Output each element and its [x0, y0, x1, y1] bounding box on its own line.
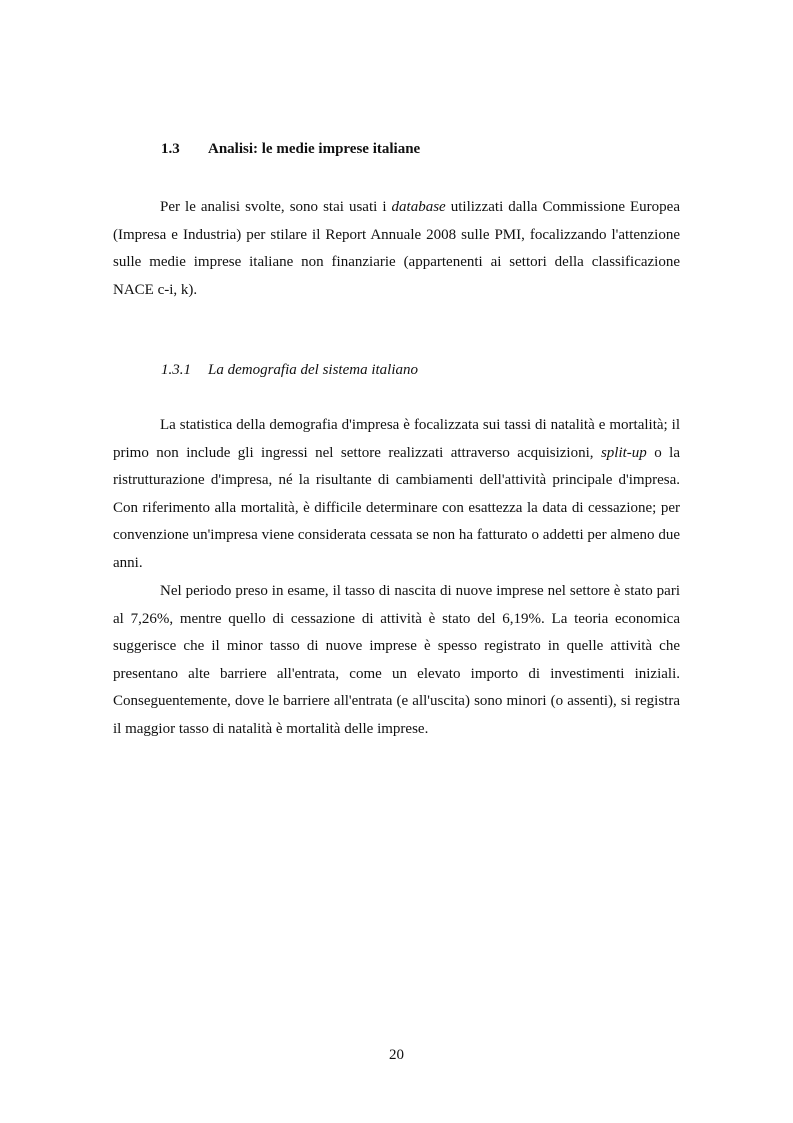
subsection-heading	[161, 362, 418, 379]
section-heading	[161, 141, 420, 158]
demography-text-1: La statistica della demografia d'impresa è focalizzata sui tassi di natalità e mortalità; il primo non include gli ingressi nel settore realizzati attraverso acquisizioni,	[113, 417, 680, 461]
demography-italic-split-up: split-up	[600, 444, 647, 461]
section-title: Analisi: le medie imprese italiane	[208, 141, 421, 157]
page-number: 20	[389, 1047, 404, 1063]
intro-text-2: utilizzati dalla Commissione Europea (Impresa e Industria) per stilare il Report Annuale 2008 sulle PMI, focalizzando l'attenzione sulle medie imprese italiane non finanziarie (appartenenti ai settori della classificazione NACE c-i, k).	[113, 199, 680, 298]
intro-text-1: Per le analisi svolte, sono stai usati i	[160, 199, 392, 215]
demography-paragraph	[113, 412, 680, 577]
subsection-title: La demografia del sistema italiano	[208, 362, 418, 378]
intro-italic-database: database	[391, 199, 446, 215]
subsection-number: 1.3.1	[161, 362, 191, 378]
demography-text-2: o la ristrutturazione d'impresa, né la risultante di cambiamenti dell'attività principale d'impresa. Con riferimento alla mortalità, è difficile determinare con esattezza la data di cessazione; per convenzione un'impresa viene considerata cessata se non ha fatturato o addetti per almeno due anni.	[113, 444, 681, 571]
rates-paragraph: Nel periodo preso in esame, il tasso di nascita di nuove imprese nel settore è stato pari al 7,26%, mentre quello di cessazione di attività è stato del 6,19%. La teoria economica suggerisce che il minor tasso di nuove imprese è spesso registrato in quelle attività che presentano alte barriere all'entrata, come un elevato importo di investimenti iniziali. Conseguentemente, dove le barriere all'entrata (e all'uscita) sono minori (o assenti), si registra il maggior tasso di natalità è mortalità delle imprese.	[113, 583, 680, 737]
section-number: 1.3	[161, 141, 180, 157]
intro-paragraph	[113, 194, 680, 304]
